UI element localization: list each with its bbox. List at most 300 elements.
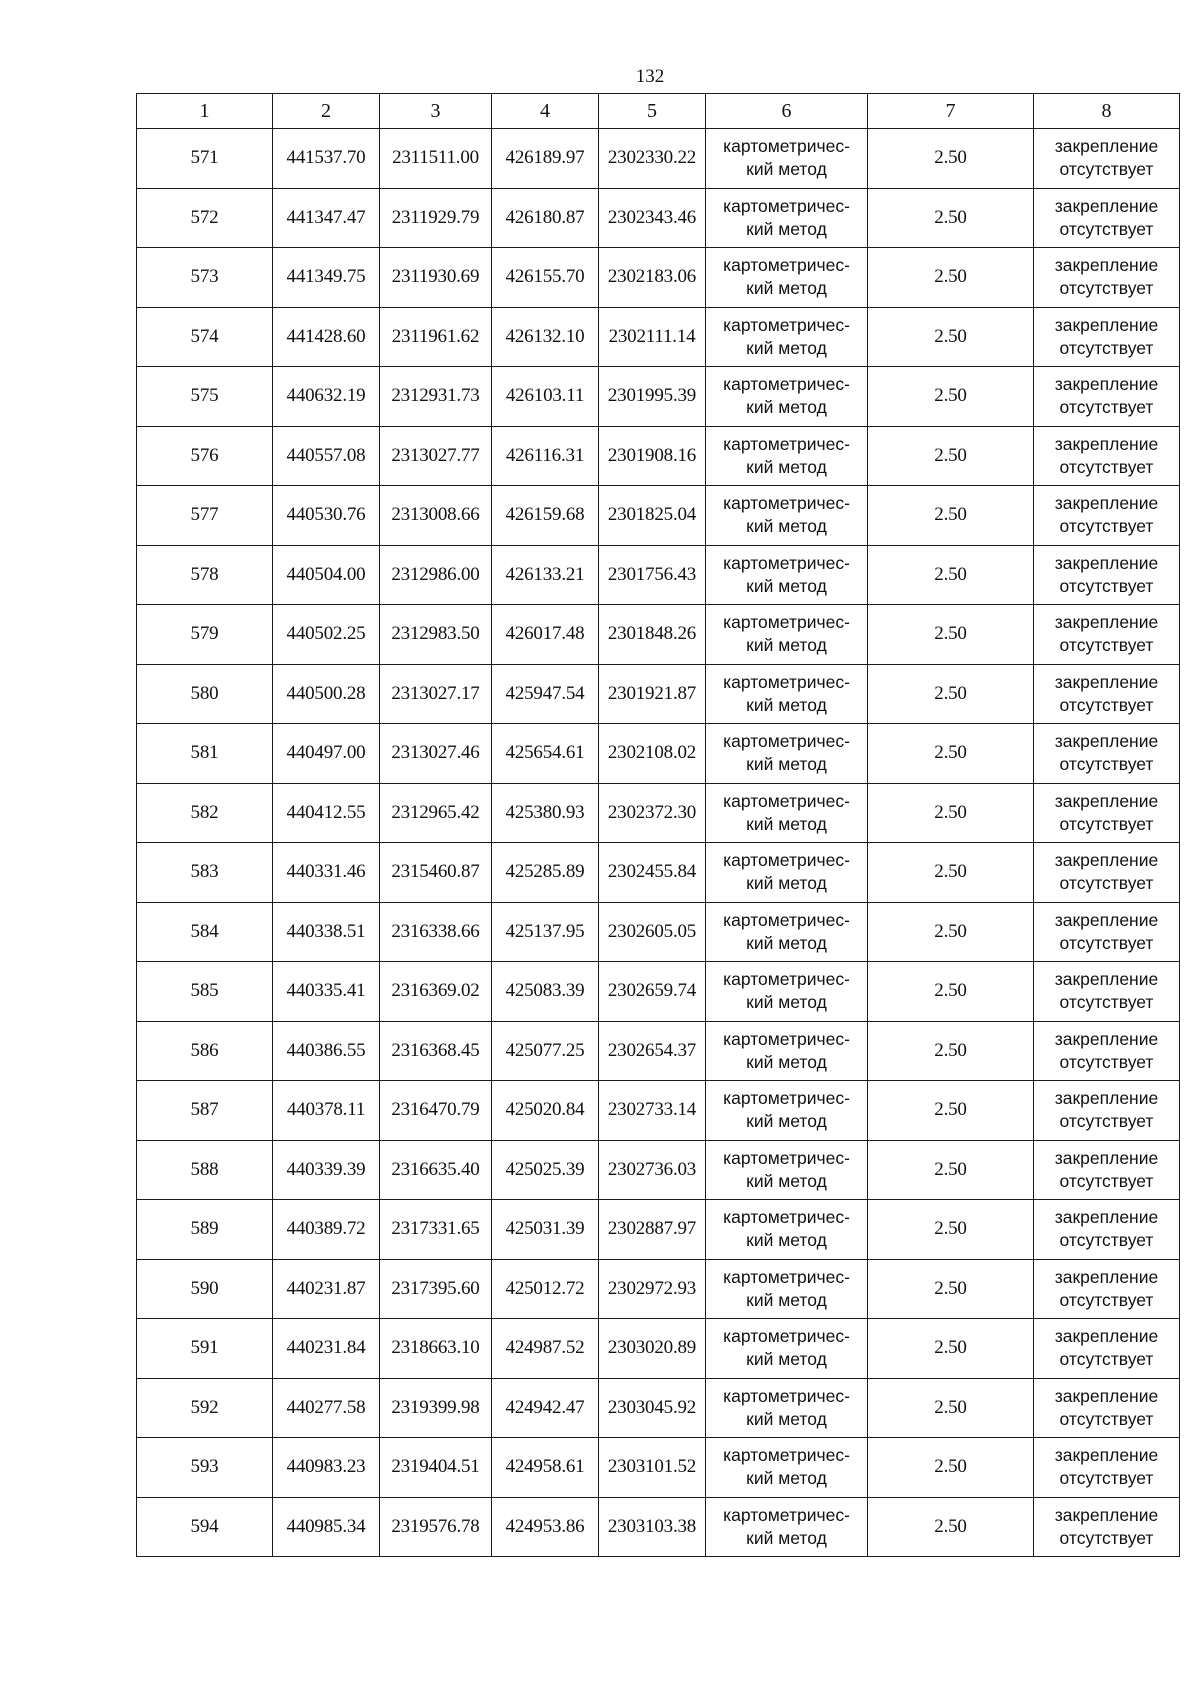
x-coordinate-cell: 425031.39 (492, 1200, 599, 1260)
table-row (137, 1081, 1180, 1141)
method-cell (706, 1319, 868, 1379)
cell-line: кий метод (746, 754, 827, 775)
point-number-cell: 585 (137, 962, 273, 1022)
cell-line: картометричес- (723, 1266, 850, 1287)
x-coordinate-cell: 440277.58 (273, 1378, 380, 1438)
table-row (137, 1438, 1180, 1498)
y-coordinate-cell: 2302605.05 (599, 902, 706, 962)
cell-line: картометричес- (723, 969, 850, 990)
cell-line: картометричес- (723, 493, 850, 514)
accuracy-cell: 2.50 (868, 962, 1034, 1022)
accuracy-cell: 2.50 (868, 545, 1034, 605)
cell-line: отсутствует (1059, 397, 1154, 418)
cell-line: кий метод (746, 278, 827, 299)
cell-line: закрепление (1054, 850, 1159, 871)
cell-line: кий метод (746, 397, 827, 418)
x-coordinate-cell: 440231.87 (273, 1259, 380, 1319)
x-coordinate-cell: 440500.28 (273, 664, 380, 724)
cell-line: закрепление (1054, 1088, 1159, 1109)
accuracy-cell: 2.50 (868, 426, 1034, 486)
cell-line: кий метод (746, 694, 827, 715)
cell-line: картометричес- (723, 790, 850, 811)
cell-line: отсутствует (1059, 456, 1154, 477)
y-coordinate-cell: 2302972.93 (599, 1259, 706, 1319)
accuracy-cell: 2.50 (868, 1200, 1034, 1260)
y-coordinate-cell: 2317331.65 (380, 1200, 492, 1260)
cell-line: закрепление (1054, 314, 1159, 335)
point-number-cell: 592 (137, 1378, 273, 1438)
fixation-cell (1034, 843, 1180, 903)
cell-line: картометричес- (723, 433, 850, 454)
accuracy-cell: 2.50 (868, 724, 1034, 784)
x-coordinate-cell: 440338.51 (273, 902, 380, 962)
x-coordinate-cell: 424953.86 (492, 1497, 599, 1557)
point-number-cell: 580 (137, 664, 273, 724)
cell-line: отсутствует (1059, 218, 1154, 239)
column-header: 2 (273, 94, 380, 129)
y-coordinate-cell: 2316369.02 (380, 962, 492, 1022)
cell-line: картометричес- (723, 136, 850, 157)
fixation-cell (1034, 367, 1180, 427)
y-coordinate-cell: 2312931.73 (380, 367, 492, 427)
method-cell (706, 1497, 868, 1557)
accuracy-cell: 2.50 (868, 1021, 1034, 1081)
accuracy-cell: 2.50 (868, 1140, 1034, 1200)
fixation-cell (1034, 1378, 1180, 1438)
y-coordinate-cell: 2311929.79 (380, 188, 492, 248)
accuracy-cell: 2.50 (868, 1378, 1034, 1438)
cell-line: отсутствует (1059, 575, 1154, 596)
x-coordinate-cell: 425020.84 (492, 1081, 599, 1141)
method-cell (706, 188, 868, 248)
y-coordinate-cell: 2311930.69 (380, 248, 492, 308)
cell-line: картометричес- (723, 255, 850, 276)
cell-line: отсутствует (1059, 754, 1154, 775)
y-coordinate-cell: 2319576.78 (380, 1497, 492, 1557)
x-coordinate-cell: 426103.11 (492, 367, 599, 427)
fixation-cell (1034, 1200, 1180, 1260)
y-coordinate-cell: 2302372.30 (599, 783, 706, 843)
y-coordinate-cell: 2313027.17 (380, 664, 492, 724)
cell-line: закрепление (1054, 671, 1159, 692)
cell-line: закрепление (1054, 1207, 1159, 1228)
cell-line: отсутствует (1059, 1111, 1154, 1132)
accuracy-cell: 2.50 (868, 1081, 1034, 1141)
cell-line: закрепление (1054, 1028, 1159, 1049)
x-coordinate-cell: 425077.25 (492, 1021, 599, 1081)
fixation-cell (1034, 664, 1180, 724)
table-body (137, 129, 1180, 1557)
point-number-cell: 578 (137, 545, 273, 605)
cell-line: отсутствует (1059, 1468, 1154, 1489)
x-coordinate-cell: 440502.25 (273, 605, 380, 665)
point-number-cell: 586 (137, 1021, 273, 1081)
x-coordinate-cell: 440231.84 (273, 1319, 380, 1379)
cell-line: кий метод (746, 1111, 827, 1132)
cell-line: картометричес- (723, 1385, 850, 1406)
y-coordinate-cell: 2316635.40 (380, 1140, 492, 1200)
y-coordinate-cell: 2301995.39 (599, 367, 706, 427)
y-coordinate-cell: 2316470.79 (380, 1081, 492, 1141)
cell-line: кий метод (746, 813, 827, 834)
point-number-cell: 582 (137, 783, 273, 843)
y-coordinate-cell: 2319404.51 (380, 1438, 492, 1498)
cell-line: отсутствует (1059, 1408, 1154, 1429)
x-coordinate-cell: 426133.21 (492, 545, 599, 605)
cell-line: отсутствует (1059, 278, 1154, 299)
cell-line: закрепление (1054, 374, 1159, 395)
point-number-cell: 584 (137, 902, 273, 962)
method-cell (706, 426, 868, 486)
accuracy-cell: 2.50 (868, 248, 1034, 308)
point-number-cell: 572 (137, 188, 273, 248)
x-coordinate-cell: 424942.47 (492, 1378, 599, 1438)
point-number-cell: 575 (137, 367, 273, 427)
y-coordinate-cell: 2301908.16 (599, 426, 706, 486)
y-coordinate-cell: 2312986.00 (380, 545, 492, 605)
method-cell (706, 724, 868, 784)
point-number-cell: 591 (137, 1319, 273, 1379)
table-row (137, 664, 1180, 724)
cell-line: отсутствует (1059, 635, 1154, 656)
y-coordinate-cell: 2302733.14 (599, 1081, 706, 1141)
cell-line: отсутствует (1059, 1527, 1154, 1548)
method-cell (706, 1378, 868, 1438)
cell-line: закрепление (1054, 909, 1159, 930)
cell-line: кий метод (746, 1289, 827, 1310)
cell-line: закрепление (1054, 1147, 1159, 1168)
cell-line: кий метод (746, 1230, 827, 1251)
fixation-cell (1034, 1438, 1180, 1498)
cell-line: закрепление (1054, 1504, 1159, 1525)
cell-line: кий метод (746, 456, 827, 477)
cell-line: кий метод (746, 873, 827, 894)
column-header: 5 (599, 94, 706, 129)
fixation-cell (1034, 783, 1180, 843)
y-coordinate-cell: 2302343.46 (599, 188, 706, 248)
point-number-cell: 583 (137, 843, 273, 903)
table-header (137, 94, 1180, 129)
point-number-cell: 579 (137, 605, 273, 665)
method-cell (706, 962, 868, 1022)
coordinates-table (136, 93, 1180, 1557)
x-coordinate-cell: 425012.72 (492, 1259, 599, 1319)
x-coordinate-cell: 441537.70 (273, 129, 380, 189)
accuracy-cell: 2.50 (868, 129, 1034, 189)
point-number-cell: 589 (137, 1200, 273, 1260)
method-cell (706, 545, 868, 605)
x-coordinate-cell: 425025.39 (492, 1140, 599, 1200)
x-coordinate-cell: 440530.76 (273, 486, 380, 546)
table-row (137, 1200, 1180, 1260)
x-coordinate-cell: 440331.46 (273, 843, 380, 903)
method-cell (706, 1081, 868, 1141)
y-coordinate-cell: 2303045.92 (599, 1378, 706, 1438)
cell-line: кий метод (746, 1051, 827, 1072)
cell-line: закрепление (1054, 731, 1159, 752)
accuracy-cell: 2.50 (868, 1497, 1034, 1557)
y-coordinate-cell: 2312965.42 (380, 783, 492, 843)
cell-line: кий метод (746, 1408, 827, 1429)
x-coordinate-cell: 440386.55 (273, 1021, 380, 1081)
cell-line: кий метод (746, 1349, 827, 1370)
column-header: 1 (137, 94, 273, 129)
cell-line: картометричес- (723, 1445, 850, 1466)
cell-line: закрепление (1054, 136, 1159, 157)
accuracy-cell: 2.50 (868, 843, 1034, 903)
x-coordinate-cell: 440335.41 (273, 962, 380, 1022)
y-coordinate-cell: 2317395.60 (380, 1259, 492, 1319)
x-coordinate-cell: 426132.10 (492, 307, 599, 367)
fixation-cell (1034, 605, 1180, 665)
cell-line: кий метод (746, 932, 827, 953)
cell-line: кий метод (746, 635, 827, 656)
accuracy-cell: 2.50 (868, 783, 1034, 843)
point-number-cell: 576 (137, 426, 273, 486)
x-coordinate-cell: 440412.55 (273, 783, 380, 843)
point-number-cell: 590 (137, 1259, 273, 1319)
point-number-cell: 587 (137, 1081, 273, 1141)
cell-line: закрепление (1054, 255, 1159, 276)
cell-line: картометричес- (723, 909, 850, 930)
x-coordinate-cell: 440985.34 (273, 1497, 380, 1557)
y-coordinate-cell: 2316368.45 (380, 1021, 492, 1081)
accuracy-cell: 2.50 (868, 605, 1034, 665)
table-row (137, 545, 1180, 605)
y-coordinate-cell: 2302455.84 (599, 843, 706, 903)
cell-line: отсутствует (1059, 159, 1154, 180)
cell-line: закрепление (1054, 969, 1159, 990)
x-coordinate-cell: 440497.00 (273, 724, 380, 784)
cell-line: картометричес- (723, 612, 850, 633)
y-coordinate-cell: 2301848.26 (599, 605, 706, 665)
cell-line: отсутствует (1059, 1230, 1154, 1251)
fixation-cell (1034, 962, 1180, 1022)
cell-line: картометричес- (723, 850, 850, 871)
cell-line: кий метод (746, 1527, 827, 1548)
column-header: 4 (492, 94, 599, 129)
cell-line: картометричес- (723, 731, 850, 752)
accuracy-cell: 2.50 (868, 188, 1034, 248)
point-number-cell: 581 (137, 724, 273, 784)
method-cell (706, 367, 868, 427)
header-row (137, 94, 1180, 129)
method-cell (706, 129, 868, 189)
fixation-cell (1034, 1140, 1180, 1200)
cell-line: закрепление (1054, 195, 1159, 216)
cell-line: картометричес- (723, 671, 850, 692)
cell-line: кий метод (746, 337, 827, 358)
point-number-cell: 574 (137, 307, 273, 367)
fixation-cell (1034, 1081, 1180, 1141)
y-coordinate-cell: 2302887.97 (599, 1200, 706, 1260)
cell-line: кий метод (746, 575, 827, 596)
method-cell (706, 307, 868, 367)
x-coordinate-cell: 426180.87 (492, 188, 599, 248)
table-row (137, 188, 1180, 248)
accuracy-cell: 2.50 (868, 1438, 1034, 1498)
x-coordinate-cell: 441347.47 (273, 188, 380, 248)
table-row (137, 1021, 1180, 1081)
fixation-cell (1034, 188, 1180, 248)
x-coordinate-cell: 440632.19 (273, 367, 380, 427)
x-coordinate-cell: 426017.48 (492, 605, 599, 665)
y-coordinate-cell: 2302736.03 (599, 1140, 706, 1200)
y-coordinate-cell: 2302183.06 (599, 248, 706, 308)
cell-line: отсутствует (1059, 1170, 1154, 1191)
cell-line: кий метод (746, 159, 827, 180)
accuracy-cell: 2.50 (868, 307, 1034, 367)
x-coordinate-cell: 425285.89 (492, 843, 599, 903)
table-row (137, 426, 1180, 486)
accuracy-cell: 2.50 (868, 1259, 1034, 1319)
method-cell (706, 1140, 868, 1200)
point-number-cell: 577 (137, 486, 273, 546)
table-row (137, 367, 1180, 427)
x-coordinate-cell: 440378.11 (273, 1081, 380, 1141)
x-coordinate-cell: 425137.95 (492, 902, 599, 962)
method-cell (706, 1200, 868, 1260)
x-coordinate-cell: 440504.00 (273, 545, 380, 605)
y-coordinate-cell: 2303101.52 (599, 1438, 706, 1498)
fixation-cell (1034, 902, 1180, 962)
y-coordinate-cell: 2302108.02 (599, 724, 706, 784)
cell-line: закрепление (1054, 790, 1159, 811)
y-coordinate-cell: 2303020.89 (599, 1319, 706, 1379)
column-header: 3 (380, 94, 492, 129)
table-row (137, 1497, 1180, 1557)
point-number-cell: 573 (137, 248, 273, 308)
cell-line: отсутствует (1059, 813, 1154, 834)
cell-line: отсутствует (1059, 337, 1154, 358)
x-coordinate-cell: 440339.39 (273, 1140, 380, 1200)
cell-line: закрепление (1054, 433, 1159, 454)
y-coordinate-cell: 2313008.66 (380, 486, 492, 546)
accuracy-cell: 2.50 (868, 367, 1034, 427)
cell-line: отсутствует (1059, 932, 1154, 953)
table-row (137, 129, 1180, 189)
method-cell (706, 1438, 868, 1498)
x-coordinate-cell: 424987.52 (492, 1319, 599, 1379)
column-header: 8 (1034, 94, 1180, 129)
cell-line: отсутствует (1059, 1289, 1154, 1310)
table-row (137, 783, 1180, 843)
x-coordinate-cell: 440983.23 (273, 1438, 380, 1498)
method-cell (706, 843, 868, 903)
table-row (137, 1259, 1180, 1319)
method-cell (706, 664, 868, 724)
y-coordinate-cell: 2315460.87 (380, 843, 492, 903)
fixation-cell (1034, 1319, 1180, 1379)
fixation-cell (1034, 545, 1180, 605)
cell-line: отсутствует (1059, 1051, 1154, 1072)
y-coordinate-cell: 2319399.98 (380, 1378, 492, 1438)
method-cell (706, 783, 868, 843)
fixation-cell (1034, 1259, 1180, 1319)
page-number: 132 (635, 66, 665, 87)
cell-line: картометричес- (723, 552, 850, 573)
y-coordinate-cell: 2316338.66 (380, 902, 492, 962)
cell-line: картометричес- (723, 1326, 850, 1347)
cell-line: отсутствует (1059, 1349, 1154, 1370)
y-coordinate-cell: 2311511.00 (380, 129, 492, 189)
x-coordinate-cell: 425947.54 (492, 664, 599, 724)
x-coordinate-cell: 426116.31 (492, 426, 599, 486)
accuracy-cell: 2.50 (868, 1319, 1034, 1379)
cell-line: закрепление (1054, 1266, 1159, 1287)
x-coordinate-cell: 426159.68 (492, 486, 599, 546)
table-row (137, 486, 1180, 546)
x-coordinate-cell: 440557.08 (273, 426, 380, 486)
y-coordinate-cell: 2302330.22 (599, 129, 706, 189)
cell-line: кий метод (746, 1170, 827, 1191)
fixation-cell (1034, 426, 1180, 486)
table-row (137, 248, 1180, 308)
y-coordinate-cell: 2313027.46 (380, 724, 492, 784)
accuracy-cell: 2.50 (868, 664, 1034, 724)
fixation-cell (1034, 248, 1180, 308)
x-coordinate-cell: 441349.75 (273, 248, 380, 308)
table-row (137, 1378, 1180, 1438)
table-row (137, 843, 1180, 903)
x-coordinate-cell: 425083.39 (492, 962, 599, 1022)
table-row (137, 605, 1180, 665)
column-header: 7 (868, 94, 1034, 129)
y-coordinate-cell: 2302659.74 (599, 962, 706, 1022)
cell-line: картометричес- (723, 1504, 850, 1525)
table-row (137, 724, 1180, 784)
cell-line: отсутствует (1059, 992, 1154, 1013)
point-number-cell: 571 (137, 129, 273, 189)
x-coordinate-cell: 426155.70 (492, 248, 599, 308)
cell-line: закрепление (1054, 612, 1159, 633)
cell-line: картометричес- (723, 374, 850, 395)
method-cell (706, 486, 868, 546)
fixation-cell (1034, 307, 1180, 367)
y-coordinate-cell: 2302654.37 (599, 1021, 706, 1081)
cell-line: картометричес- (723, 1147, 850, 1168)
x-coordinate-cell: 440389.72 (273, 1200, 380, 1260)
method-cell (706, 1259, 868, 1319)
point-number-cell: 588 (137, 1140, 273, 1200)
cell-line: картометричес- (723, 1088, 850, 1109)
point-number-cell: 593 (137, 1438, 273, 1498)
accuracy-cell: 2.50 (868, 486, 1034, 546)
accuracy-cell: 2.50 (868, 902, 1034, 962)
cell-line: картометричес- (723, 314, 850, 335)
y-coordinate-cell: 2301756.43 (599, 545, 706, 605)
cell-line: отсутствует (1059, 873, 1154, 894)
cell-line: картометричес- (723, 1207, 850, 1228)
y-coordinate-cell: 2301921.87 (599, 664, 706, 724)
y-coordinate-cell: 2303103.38 (599, 1497, 706, 1557)
cell-line: закрепление (1054, 493, 1159, 514)
y-coordinate-cell: 2301825.04 (599, 486, 706, 546)
x-coordinate-cell: 424958.61 (492, 1438, 599, 1498)
cell-line: закрепление (1054, 552, 1159, 573)
x-coordinate-cell: 425380.93 (492, 783, 599, 843)
y-coordinate-cell: 2318663.10 (380, 1319, 492, 1379)
cell-line: отсутствует (1059, 516, 1154, 537)
point-number-cell: 594 (137, 1497, 273, 1557)
table-row (137, 1319, 1180, 1379)
fixation-cell (1034, 724, 1180, 784)
x-coordinate-cell: 441428.60 (273, 307, 380, 367)
cell-line: картометричес- (723, 1028, 850, 1049)
cell-line: кий метод (746, 1468, 827, 1489)
cell-line: картометричес- (723, 195, 850, 216)
y-coordinate-cell: 2312983.50 (380, 605, 492, 665)
